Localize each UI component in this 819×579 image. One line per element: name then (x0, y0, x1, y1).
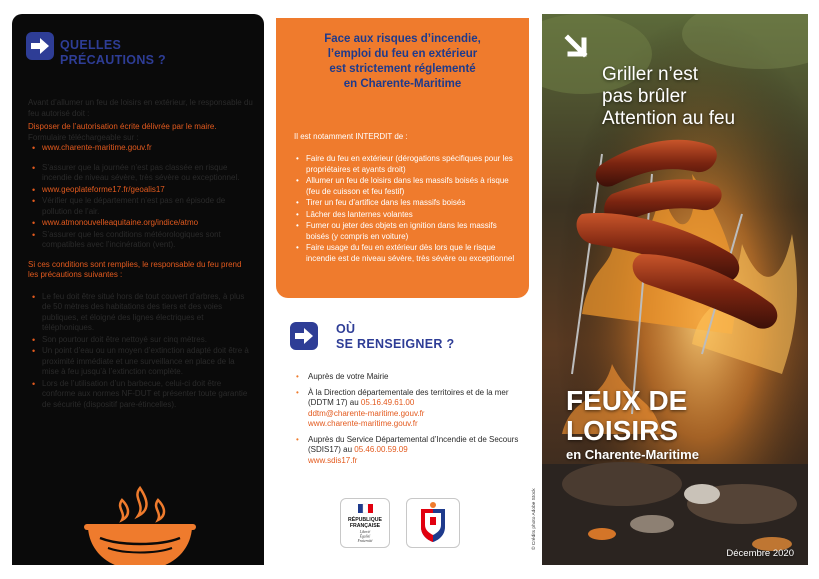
svg-text:Fraternité: Fraternité (357, 539, 373, 543)
ddtm-site[interactable]: www.charente-maritime.gouv.fr (308, 419, 418, 428)
measure-item: • Le feu doit être situé hors de tout couvert d’arbres, à plus de 50 mètres des habitations des tiers et des voies publiques, et éloigné des lignes électriques et téléphoniques. (28, 292, 253, 334)
interdit-list (294, 154, 516, 265)
publication-date: Décembre 2020 (726, 548, 794, 559)
svg-text:FRANÇAISE: FRANÇAISE (349, 523, 381, 529)
photo-credit: © Crédits photo Adobe Stock (532, 488, 537, 550)
cover-title: FEUX DE LOISIRS (566, 385, 688, 446)
svg-text:Égalité: Égalité (359, 534, 371, 539)
arrow-down-right-icon (562, 32, 596, 66)
interdit-item: • Allumer un feu de loisirs dans les massifs boisés à risque (feu de cuisson et feu festif) (294, 176, 516, 197)
interdictions-box (276, 18, 529, 298)
contact-ddtm: • À la Direction départementale des territoires et de la mer (DDTM 17) au 05.16.49.61.00 ddtm@charente-maritime.gouv.fr www.charente-maritime.gouv.fr (292, 388, 522, 430)
contact-mairie: • Auprès de votre Mairie (292, 372, 522, 383)
contact-sdis: • Auprès du Service Départemental d’Incendie et de Secours (SDIS17) au 05.46.00.59.09 www.sdis17.fr (292, 435, 522, 467)
contacts-list (292, 372, 522, 471)
cover-tagline: Griller n’est pas brûler Attention au feu (602, 64, 736, 129)
republique-francaise-logo (340, 498, 390, 548)
precautions-body (28, 98, 253, 411)
link-geoplateforme[interactable]: • www.geoplateforme17.fr/geoalis17 (28, 185, 253, 196)
sdis-phone[interactable]: 05.46.00.59.09 (354, 445, 408, 454)
arrow-right-icon (26, 32, 54, 60)
measure-item: • Son pourtour doit être nettoyé sur cinq mètres. (28, 335, 253, 346)
measure-item: • Lors de l’utilisation d’un barbecue, celui-ci doit être conforme aux normes NF-DUT et présenter toute garantie de sécurité (dispositif pare-étincelles). (28, 379, 253, 411)
orange-heading: Face aux risques d’incendie, l’emploi du feu en extérieur est strictement réglementé en Charente-Maritime (324, 33, 481, 90)
svg-text:RÉPUBLIQUE: RÉPUBLIQUE (347, 517, 383, 523)
formulaire-text: Formulaire téléchargeable sur : (28, 132, 139, 142)
barbecue-icon (80, 484, 200, 565)
ddtm-phone[interactable]: 05.16.49.61.00 (360, 398, 415, 407)
conditions-intro: Si ces conditions sont remplies, le responsable du feu prend les précautions suivantes : (28, 259, 242, 279)
link-atmo[interactable]: • www.atmonouvelleaquitaine.org/indice/atmo (28, 218, 253, 229)
interdit-item: • Lâcher des lanternes volantes (294, 210, 516, 221)
interdit-intro: Il est notamment INTERDIT de : (294, 132, 408, 141)
svg-text:Liberté: Liberté (359, 530, 371, 534)
check-item: • S’assurer que la journée n’est pas classée en risque incendie de niveau sévère, très sévère ou exceptionnel. (28, 163, 253, 184)
sdis17-logo (406, 498, 460, 548)
check-item: • Vérifier que le département n’est pas en épisode de pollution de l’air. (28, 196, 253, 217)
cover-photo (542, 14, 808, 565)
renseigner-title: OÙ SE RENSEIGNER ? (336, 322, 455, 351)
interdit-item: • Fumer ou jeter des objets en ignition dans les massifs boisés (y compris en voiture) (294, 221, 516, 242)
ddtm-email[interactable]: ddtm@charente-maritime.gouv.fr (308, 408, 425, 418)
sdis-site[interactable]: www.sdis17.fr (308, 455, 358, 465)
interdit-item: • Tirer un feu d’artifice dans les massifs boisés (294, 198, 516, 209)
check-item: • S’assurer que les conditions météorologiques sont compatibles avec l’incinération (vent). (28, 230, 253, 251)
link-charente-maritime[interactable]: • www.charente-maritime.gouv.fr (28, 143, 253, 154)
precautions-title: QUELLES PRÉCAUTIONS ? (60, 38, 166, 67)
arrow-right-icon (290, 322, 318, 350)
precautions-panel (12, 14, 264, 565)
precautions-intro: Avant d’allumer un feu de loisirs en extérieur, le responsable du feu autorisé doit : (28, 98, 253, 118)
interdit-item: • Faire usage du feu en extérieur dès lors que le risque incendie est de niveau sévère, très sévère ou exceptionnel (294, 243, 516, 264)
autorisation-text: Disposer de l’autorisation écrite délivrée par le maire. (28, 122, 217, 131)
interdit-item: • Faire du feu en extérieur (dérogations spécifiques pour les propriétaires et ayants droit) (294, 154, 516, 175)
measure-item: • Un point d’eau ou un moyen d’extinction adapté doit être à proximité immédiate et une surveillance en place de la mise à feu jusqu’à l’extinction complète. (28, 346, 253, 378)
cover-subtitle: en Charente-Maritime (566, 447, 699, 462)
